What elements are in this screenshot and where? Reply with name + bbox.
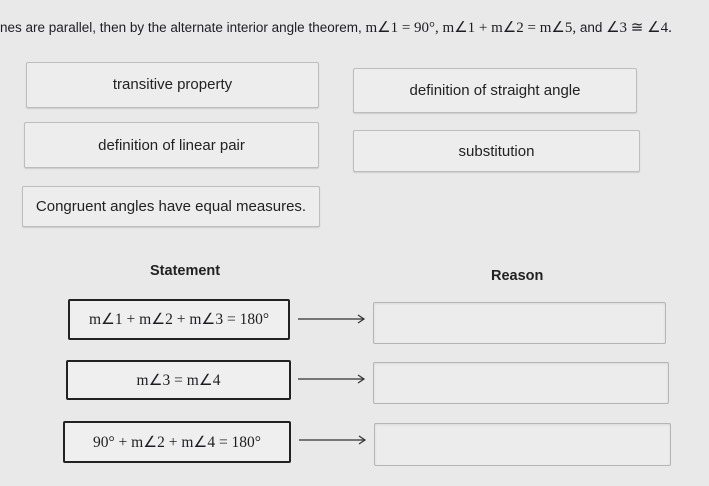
reason-2-dropzone[interactable] xyxy=(373,362,669,404)
tile-congruent-angles-equal-measures[interactable] xyxy=(22,186,320,227)
tile-label: definition of straight angle xyxy=(409,82,581,99)
tile-label: substitution xyxy=(458,142,535,160)
problem-math-2: ∠3 ≅ ∠4. xyxy=(606,20,672,36)
arrow-right-icon xyxy=(299,434,369,446)
statement-1 xyxy=(68,299,290,340)
arrow-right-icon xyxy=(298,313,368,325)
tile-definition-of-straight-angle[interactable] xyxy=(353,68,637,113)
statement-3-text: 90° + m∠2 + m∠4 = 180° xyxy=(92,433,262,451)
tile-label: transitive property xyxy=(112,75,233,93)
statement-column-header: Statement xyxy=(150,263,221,279)
statement-3 xyxy=(63,421,291,463)
reason-1-dropzone[interactable] xyxy=(373,302,666,344)
tile-substitution[interactable] xyxy=(353,130,640,172)
arrow-right-icon xyxy=(298,373,368,385)
statement-1-text: m∠1 + m∠2 + m∠3 = 180° xyxy=(88,311,270,328)
statement-2 xyxy=(66,360,291,400)
tile-label: definition of linear pair xyxy=(98,136,245,154)
problem-text-lead: nes are parallel, then by the alternate interior angle theorem, xyxy=(0,20,366,35)
problem-text xyxy=(0,18,709,37)
tile-transitive-property[interactable] xyxy=(26,62,319,108)
tile-definition-of-linear-pair[interactable] xyxy=(24,122,319,168)
statement-2-text: m∠3 = m∠4 xyxy=(136,371,221,389)
reason-3-dropzone[interactable] xyxy=(374,423,671,466)
tile-label: Congruent angles have equal measures. xyxy=(35,198,307,215)
reason-column-header: Reason xyxy=(491,268,544,284)
problem-text-mid: and xyxy=(576,20,607,35)
problem-math-1: m∠1 = 90°, m∠1 + m∠2 = m∠5, xyxy=(365,20,577,36)
